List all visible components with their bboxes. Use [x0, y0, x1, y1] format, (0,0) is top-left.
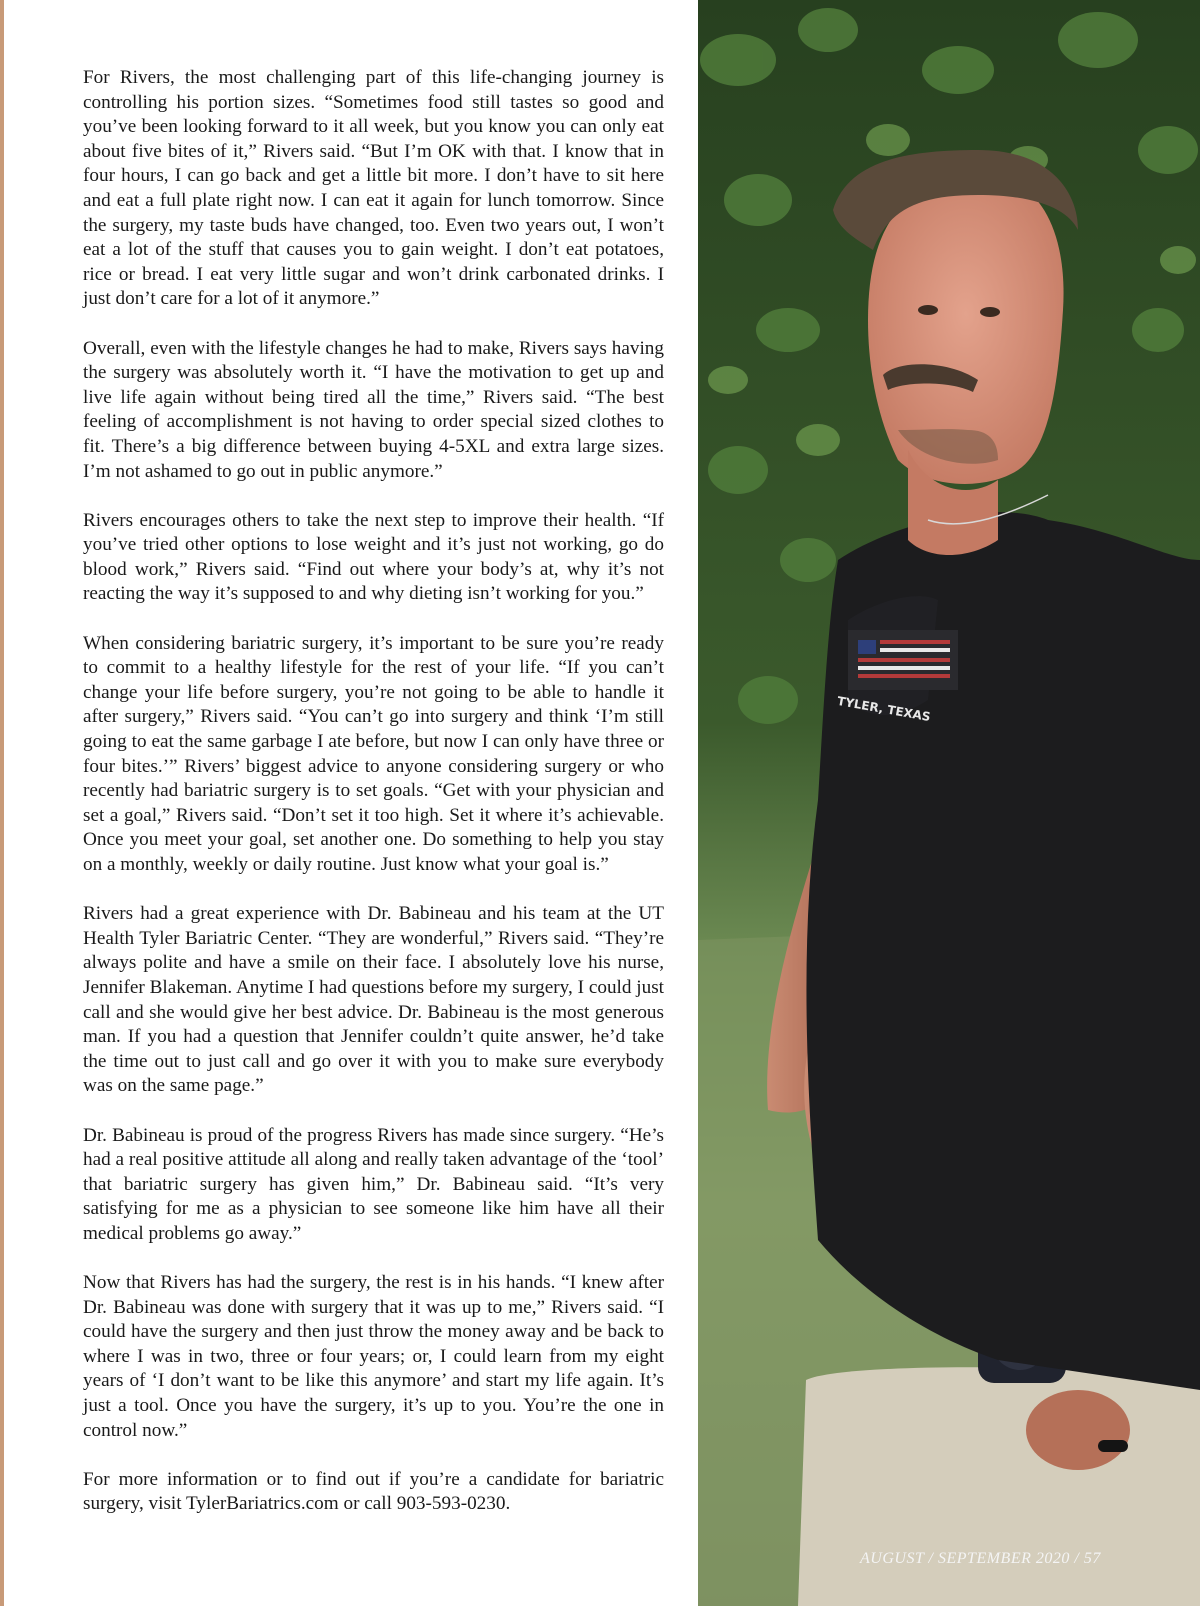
article-paragraph: Rivers had a great experience with Dr. Babineau and his team at the UT Health Tyler Bariatric Center. “They are wonderful,” Rivers said. “They’re always polite and have a smile on their face. I absolutely love his nurse, Jennifer Blakeman. Anytime I had questions before my surgery, I could just call and she would give her best advice. Dr. Babineau is the most generous man. If you had a question that Jennifer couldn’t quite answer, he’d take the time out to just call and go over it with you to make sure everybody was on the same page.” [83, 903, 664, 1097]
article-paragraph: For Rivers, the most challenging part of this life-changing journey is controlling his portion sizes. “Sometimes food still tastes so good and you’ve been looking forward to it all week, but you know you can only eat about five bites of it,” Rivers said. “But I’m OK with that. I know that in four hours, I can go back and get a little bit more. I don’t have to sit here and eat a full plate right now. I can eat it again for lunch tomorrow. Since the surgery, my taste buds have changed, too. Even two years out, I won’t eat a lot of the stuff that causes you to gain weight. I don’t eat potatoes, rice or bread. I eat very little sugar and won’t drink carbonated drinks. I just don’t care for a lot of it anymore.” [83, 67, 664, 310]
portrait-photo [698, 0, 1200, 1606]
article-paragraph: Overall, even with the lifestyle changes he had to make, Rivers says having the surgery was absolutely worth it. “I have the motivation to get up and live life again without being tired all the time,” Rivers said. “The best feeling of accomplishment is not having to order special sized clothes to fit. There’s a big difference between buying 4-5XL and extra large sizes. I’m not ashamed to go out in public anymore.” [83, 337, 664, 482]
folio-separator: / [1074, 1550, 1084, 1567]
page-edge-stripe [0, 0, 4, 1606]
article-paragraph: Now that Rivers has had the surgery, the rest is in his hands. “I knew after Dr. Babineau was done with surgery that it was up to me,” Rivers said. “I could have the surgery and then just throw the money away and be back to where I was in two, three or four years; or, I could learn from my eight years of ‘I don’t want to be like this anymore’ and start my life again. It’s just a tool. Once you have the surgery, it’s up to you. You’re the one in control now.” [83, 1272, 664, 1441]
article-paragraph: Dr. Babineau is proud of the progress Rivers has made since surgery. “He’s had a real positive attitude all along and really taken advantage of the ‘tool’ that bariatric surgery has given him,” Dr. Babineau said. “It’s very satisfying for me as a physician to see someone like him have all their medical problems go away.” [83, 1124, 664, 1244]
shirt-print-text: TYLER, TEXAS [836, 693, 932, 725]
issue-date: AUGUST / SEPTEMBER 2020 [860, 1550, 1070, 1567]
page-folio [860, 1550, 1180, 1568]
article-body [83, 66, 664, 1542]
page-number: 57 [1083, 1550, 1101, 1567]
article-paragraph: Rivers encourages others to take the next step to improve their health. “If you’ve tried other options to lose weight and it’s just not working, go do blood work,” Rivers said. “Find out where your body’s at, why it’s not reacting the way it’s supposed to and why dieting isn’t working for you.” [83, 509, 664, 605]
article-contact-paragraph: For more information or to find out if you’re a candidate for bariatric surgery, visit TylerBariatrics.com or call 903-593-0230. [83, 1468, 664, 1515]
article-paragraph: When considering bariatric surgery, it’s important to be sure you’re ready to commit to a healthy lifestyle for the rest of your life. “If you can’t change your life before surgery, you’re not going to be able to handle it after surgery,” Rivers said. “You can’t go into surgery and think ‘I’m still going to eat the same garbage I ate before, but now I can only have three or four bites.’” Rivers’ biggest advice to anyone considering surgery or who recently had bariatric surgery is to set goals. “Get with your physician and set a goal,” Rivers said. “Don’t set it too high. Set it where it’s achievable. Once you meet your goal, set another one. Do something to help you stay on a monthly, weekly or daily routine. Just know what your goal is.” [83, 632, 664, 875]
